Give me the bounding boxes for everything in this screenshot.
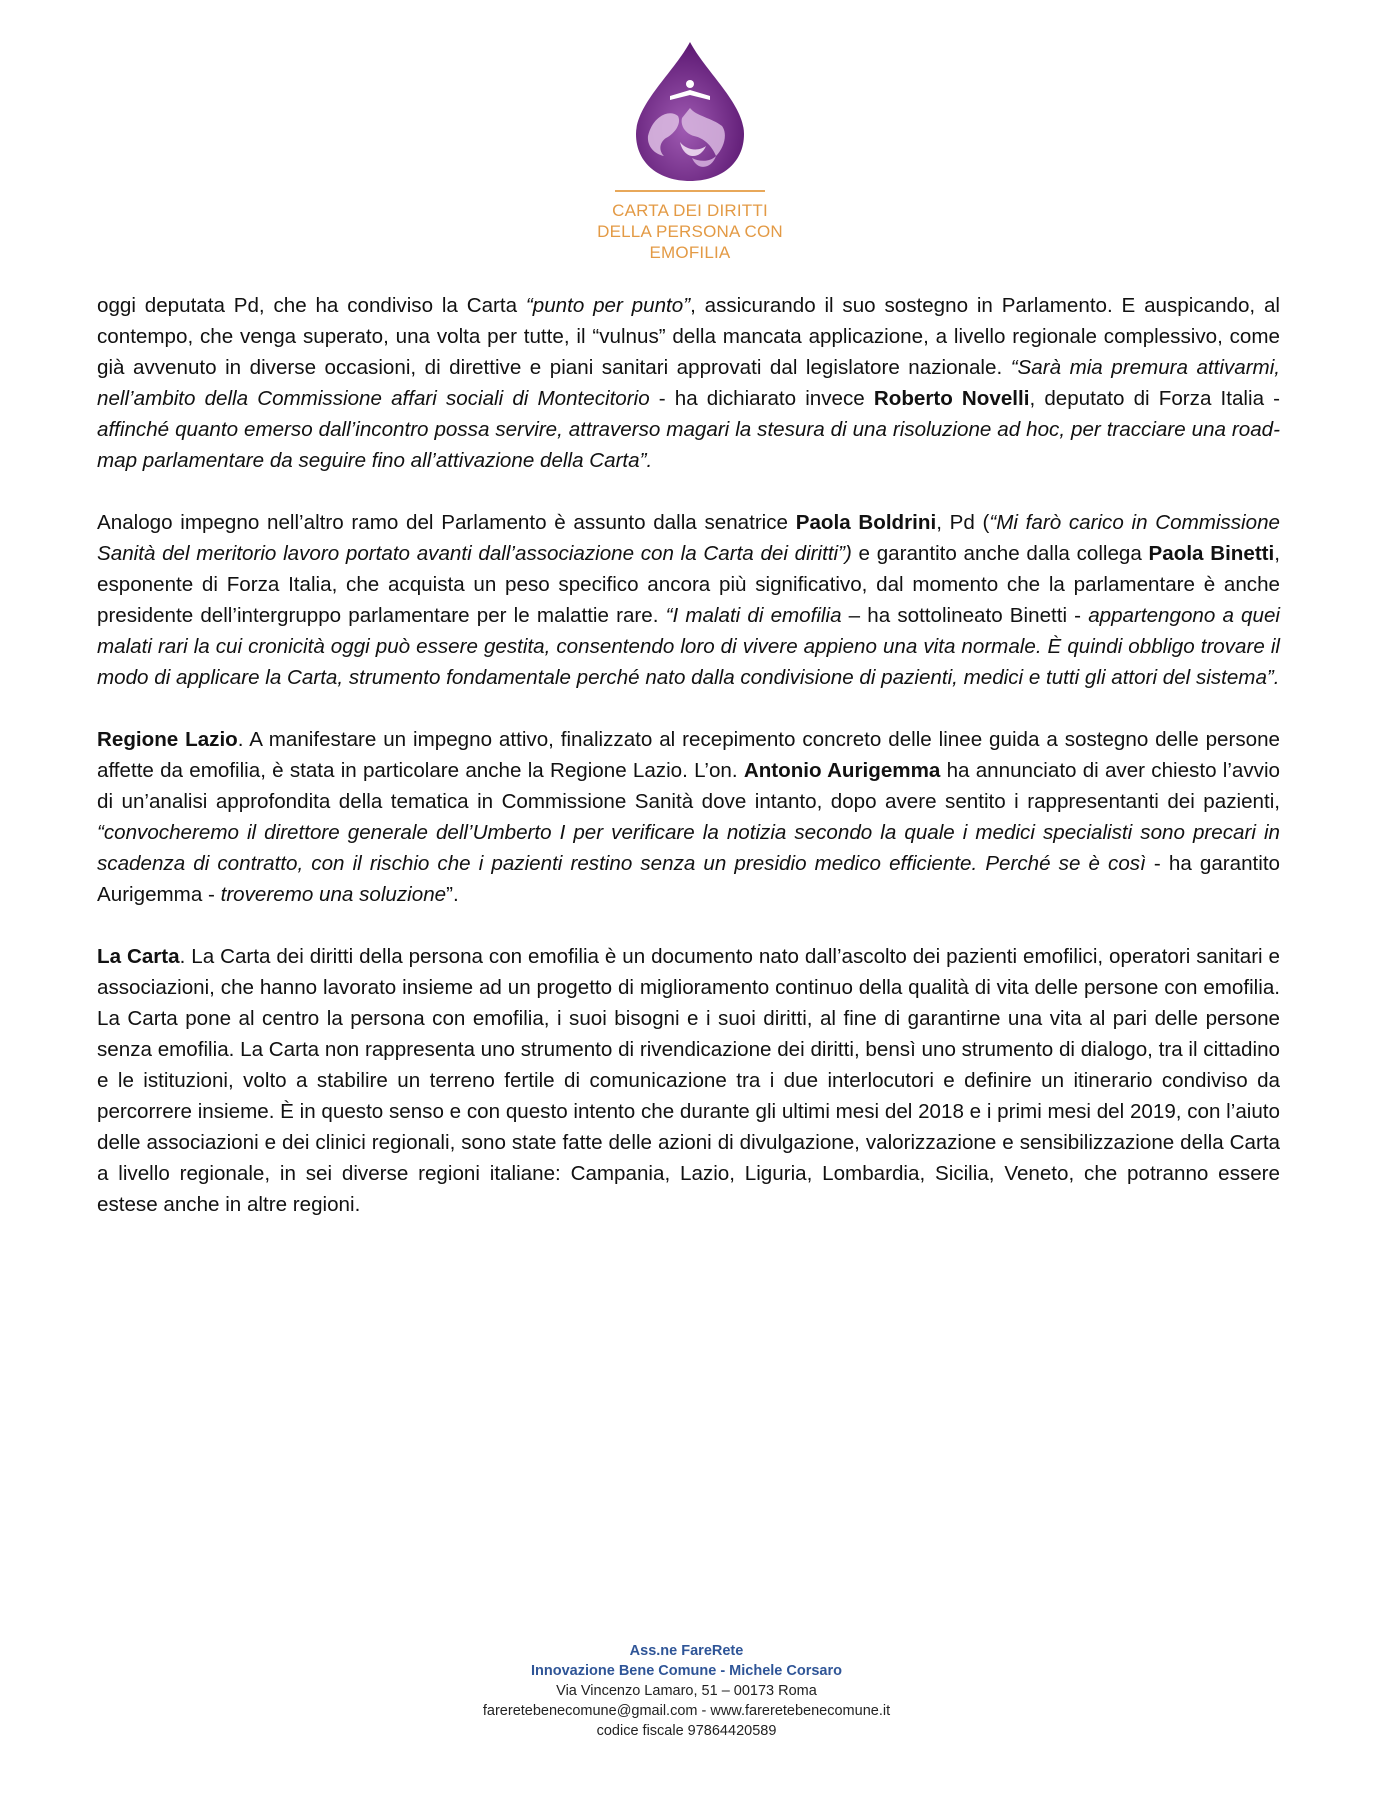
text-run: oggi deputata Pd, che ha condiviso la Carta xyxy=(97,294,526,317)
text-run: – ha sottolineato Binetti - xyxy=(841,604,1089,627)
text-run: Analogo impegno nell’altro ramo del Parlamento è assunto dalla senatrice xyxy=(97,511,796,534)
text-run: e garantito anche dalla collega xyxy=(851,542,1149,565)
text-run: - ha dichiarato invece xyxy=(649,387,874,410)
text-run: , esponente di Forza Italia, che acquista un peso specifico ancora più significativo, dal momento che la parlamentare è anche presidente dell’intergruppo parlamentare per le malattie rare. xyxy=(97,542,1280,627)
italic-text: troveremo una soluzione xyxy=(220,883,447,906)
text-run: , deputato di Forza Italia - xyxy=(1029,387,1281,410)
footer-org-subtitle: Innovazione Bene Comune - Michele Corsaro xyxy=(531,1663,842,1679)
footer-tax-code: codice fiscale 97864420589 xyxy=(596,1723,777,1739)
logo-divider xyxy=(615,190,765,192)
paragraph xyxy=(97,507,1280,693)
footer-address: Via Vincenzo Lamaro, 51 – 00173 Roma xyxy=(556,1683,817,1699)
article-body xyxy=(97,290,1280,1220)
bold-text: La Carta xyxy=(97,945,180,968)
text-run: ha annunciato di aver chiesto l’avvio di un’analisi approfondita della tematica in Commissione Sanità dove intanto, dopo avere sentito i rappresentanti dei pazienti, xyxy=(97,759,1280,813)
text-run: ”. xyxy=(446,883,459,906)
bold-text: Paola Binetti xyxy=(1148,542,1275,565)
italic-text: “punto per punto” xyxy=(525,294,691,317)
italic-text: “Sarà mia premura attivarmi, nell’ambito della Commissione affari sociali di Montecitorio xyxy=(97,356,1281,410)
text-run: . A manifestare un impegno attivo, finalizzato al recepimento concreto delle linee guida a sostegno delle persone affette da emofilia, è stata in particolare anche la Regione Lazio. L’on. xyxy=(97,728,1280,782)
hemophilia-drop-logo-icon xyxy=(630,38,750,184)
paragraph xyxy=(97,724,1280,910)
logo xyxy=(560,38,820,263)
footer-org-name: Ass.ne FareRete xyxy=(629,1643,744,1659)
bold-text: Paola Boldrini xyxy=(795,511,937,534)
paragraph xyxy=(97,290,1280,476)
logo-title-line2: DELLA PERSONA CON EMOFILIA xyxy=(597,222,783,262)
bold-text: Antonio Aurigemma xyxy=(743,759,941,782)
footer-contacts: fareretebenecomune@gmail.com - www.fareretebenecomune.it xyxy=(482,1703,891,1719)
text-run: - ha garantito Aurigemma - xyxy=(97,852,1281,906)
italic-text: affinché quanto emerso dall’incontro possa servire, attraverso magari la stesura di una risoluzione ad hoc, per tracciare una road-map parlamentare da seguire fino all’attivazione della Carta”. xyxy=(97,418,1280,472)
bold-text: Roberto Novelli xyxy=(873,387,1030,410)
logo-title-line1: CARTA DEI DIRITTI xyxy=(612,201,768,220)
italic-text: appartengono a quei malati rari la cui cronicità oggi può essere gestita, consentendo loro di vivere appieno una vita normale. È quindi obbligo trovare il modo di applicare la Carta, strumento fondamentale perché nato dalla condivisione di pazienti, medici e tutti gli attori del sistema”. xyxy=(97,604,1280,689)
footer xyxy=(0,1641,1373,1741)
italic-text: “Mi farò carico in Commissione Sanità del meritorio lavoro portato avanti dall’associazione con la Carta dei diritti”) xyxy=(97,511,1280,565)
bold-text: Regione Lazio xyxy=(97,728,238,751)
paragraph xyxy=(97,941,1280,1220)
italic-text: “I malati di emofilia xyxy=(665,604,842,627)
text-run: , assicurando il suo sostegno in Parlamento. E auspicando, al contempo, che venga superato, una volta per tutte, il “vulnus” della mancata applicazione, a livello regionale complessivo, come già avvenuto in diverse occasioni, di direttive e piani sanitari approvati dal legislatore nazionale. xyxy=(97,294,1280,379)
text-run: . La Carta dei diritti della persona con emofilia è un documento nato dall’ascolto dei pazienti emofilici, operatori sanitari e associazioni, che hanno lavorato insieme ad un progetto di miglioramento continuo della qualità di vita delle persone con emofilia. La Carta pone al centro la persona con emofilia, i suoi bisogni e i suoi diritti, al fine di garantirne una vita al pari delle persone senza emofilia. La Carta non rappresenta uno strumento di rivendicazione dei diritti, bensì uno strumento di dialogo, tra il cittadino e le istituzioni, volto a stabilire un terreno fertile di comunicazione tra i due interlocutori e definire un itinerario condiviso da percorrere insieme. È in questo senso e con questo intento che durante gli ultimi mesi del 2018 e i primi mesi del 2019, con l’aiuto delle associazioni e dei clinici regionali, sono state fatte delle azioni di divulgazione, valorizzazione e sensibilizzazione della Carta a livello regionale, in sei diverse regioni italiane: Campania, Lazio, Liguria, Lombardia, Sicilia, Veneto, che potranno essere estese anche in altre regioni. xyxy=(97,945,1280,1216)
text-run: , Pd ( xyxy=(936,511,990,534)
italic-text: “convocheremo il direttore generale dell’Umberto I per verificare la notizia secondo la quale i medici specialisti sono precari in scadenza di contratto, con il rischio che i pazienti restino senza un presidio medico efficiente. Perché se è così xyxy=(97,821,1280,875)
